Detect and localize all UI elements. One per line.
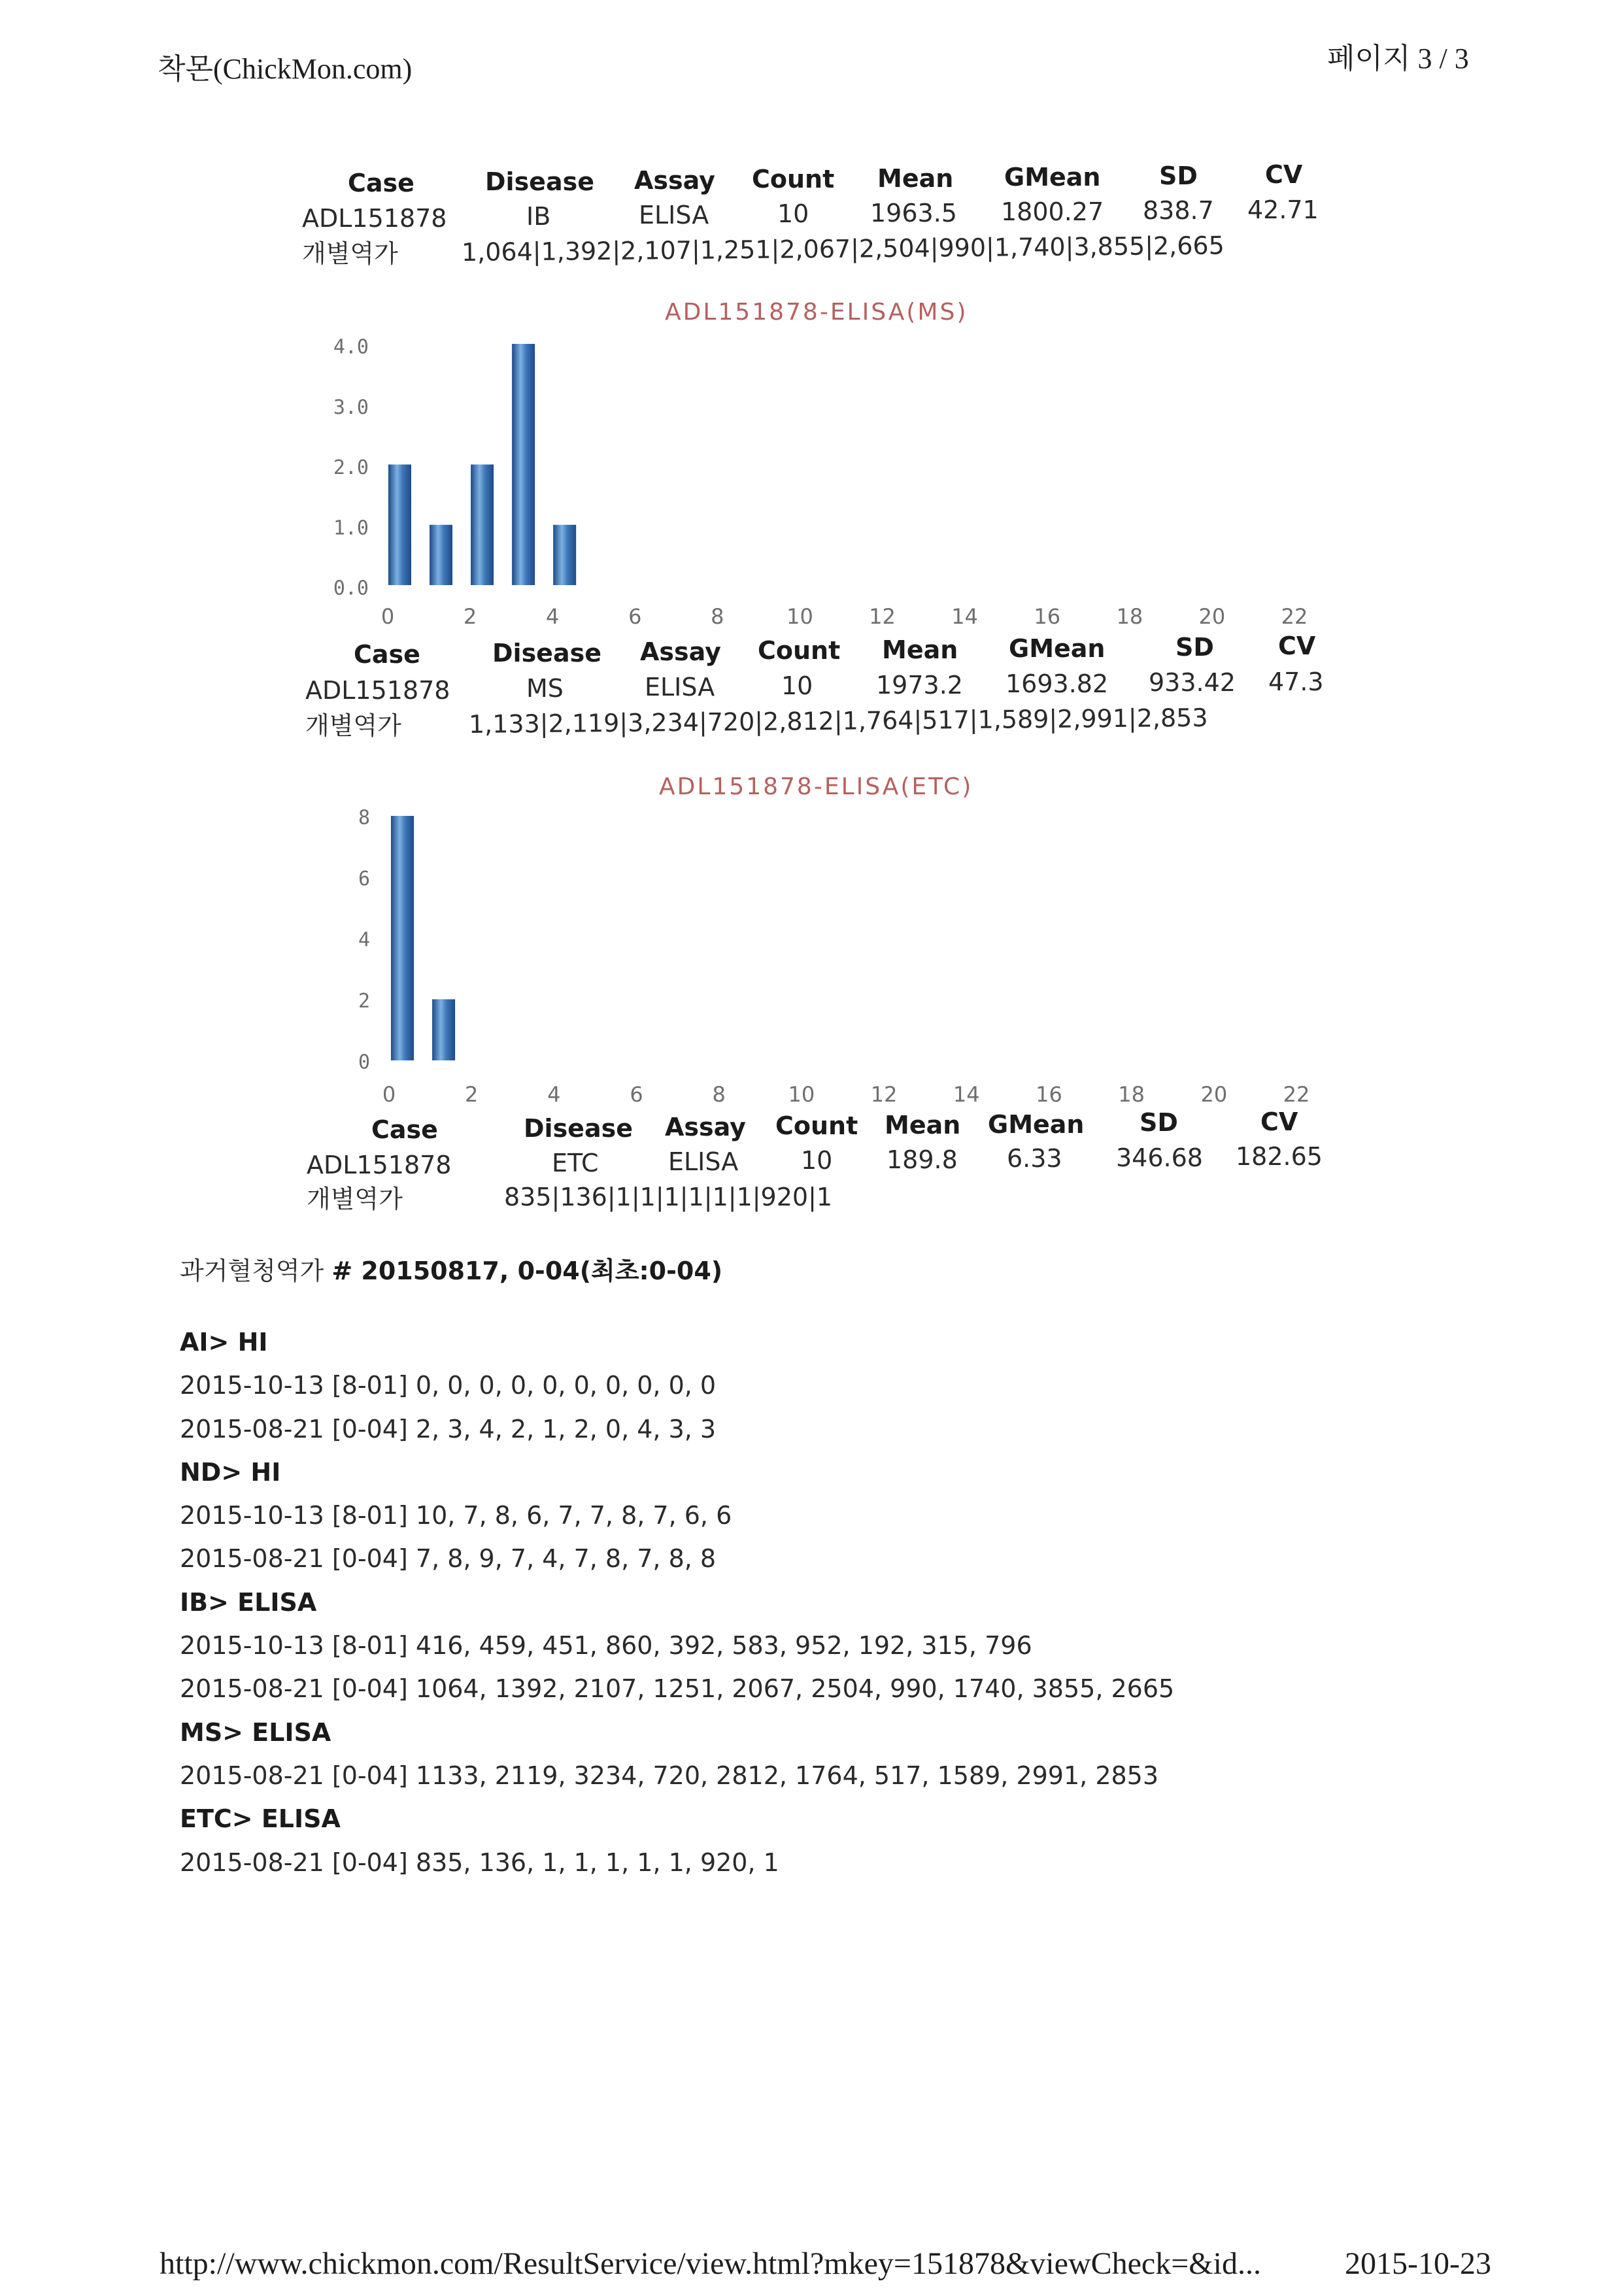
titers-label: 개별역가 [302, 239, 398, 268]
column-header-disease: Disease [492, 639, 601, 667]
footer-date: 2015-10-23 [1345, 2246, 1491, 2281]
y-tick-label: 4.0 [333, 335, 369, 359]
cv: 42.71 [1247, 195, 1319, 224]
x-tick-label: 22 [1283, 1082, 1310, 1107]
page-indicator: 페이지 3 / 3 [1327, 42, 1469, 75]
x-tick-label: 14 [951, 604, 978, 629]
column-header-sd: SD [1140, 1108, 1178, 1137]
y-tick-label: 8 [358, 806, 370, 830]
histogram-bar [430, 525, 452, 585]
gmean: 1800.27 [1001, 197, 1104, 226]
x-tick-label: 6 [630, 1082, 643, 1107]
x-tick-label: 10 [788, 1082, 815, 1107]
y-tick-label: 2.0 [333, 456, 369, 479]
x-tick-label: 16 [1034, 604, 1061, 629]
y-tick-label: 1.0 [333, 516, 369, 540]
column-header-case: Case [354, 640, 420, 669]
titers-values: 1,133|2,119|3,234|720|2,812|1,764|517|1,589|2,991|2,853 [468, 703, 1208, 739]
titers-values: 1,064|1,392|2,107|1,251|2,067|2,504|990|1,740|3,855|2,665 [461, 231, 1225, 267]
column-header-assay: Assay [634, 166, 715, 195]
history-entry: 2015-08-21 [0-04] 1133, 2119, 3234, 720, 2812, 1764, 517, 1589, 2991, 2853 [180, 1761, 1159, 1790]
gmean: 1693.82 [1005, 669, 1109, 698]
x-tick-label: 12 [870, 1082, 898, 1107]
disease: ETC [552, 1149, 599, 1177]
history-section-title: ND> HI [180, 1457, 281, 1487]
site-name: 착몬(ChickMon.com) [158, 53, 413, 85]
count: 10 [781, 671, 813, 700]
titers-values: 835|136|1|1|1|1|1|1|920|1 [504, 1183, 833, 1211]
count: 10 [801, 1146, 833, 1175]
chart-title: ADL151878-ELISA(ETC) [659, 773, 973, 800]
y-tick-label: 0 [358, 1051, 370, 1074]
x-tick-label: 10 [786, 604, 813, 629]
histogram-chart-etc [314, 798, 1334, 1111]
case-id: ADL151878 [305, 676, 450, 705]
history-entry: 2015-08-21 [0-04] 1064, 1392, 2107, 1251, 2067, 2504, 990, 1740, 3855, 2665 [180, 1674, 1175, 1704]
column-header-mean: Mean [877, 164, 954, 193]
column-header-disease: Disease [485, 167, 594, 196]
x-tick-label: 20 [1200, 1082, 1228, 1107]
x-tick-label: 8 [712, 1082, 726, 1107]
x-tick-label: 8 [711, 604, 724, 629]
cv: 182.65 [1236, 1142, 1323, 1171]
gmean: 6.33 [1007, 1144, 1062, 1173]
x-tick-label: 20 [1198, 604, 1226, 629]
sd: 838.7 [1143, 196, 1214, 225]
history-list [180, 1321, 1174, 1884]
column-header-cv: CV [1260, 1107, 1298, 1136]
x-tick-label: 2 [463, 604, 477, 629]
y-tick-label: 6 [358, 868, 370, 890]
disease: MS [526, 674, 564, 703]
history-entry: 2015-08-21 [0-04] 7, 8, 9, 7, 4, 7, 8, 7, 8, 8 [180, 1544, 717, 1574]
assay: ELISA [639, 201, 709, 229]
case-id: ADL151878 [307, 1151, 452, 1179]
histogram-bar [471, 465, 494, 586]
x-tick-label: 0 [380, 604, 395, 629]
cv: 47.3 [1268, 667, 1324, 696]
y-tick-label: 0.0 [333, 577, 369, 600]
history-section-title: IB> ELISA [180, 1587, 317, 1617]
titers-label: 개별역가 [307, 1185, 403, 1213]
column-header-assay: Assay [640, 637, 721, 666]
column-header-disease: Disease [524, 1114, 633, 1143]
history-section-title: ETC> ELISA [180, 1804, 341, 1834]
sd: 346.68 [1116, 1143, 1203, 1172]
x-tick-label: 16 [1036, 1082, 1062, 1107]
history-entry: 2015-10-13 [8-01] 0, 0, 0, 0, 0, 0, 0, 0, 0, 0 [180, 1371, 717, 1400]
y-tick-label: 4 [358, 928, 370, 952]
histogram-bar [391, 816, 414, 1060]
history-entry: 2015-10-13 [8-01] 416, 459, 451, 860, 392, 583, 952, 192, 315, 796 [180, 1631, 1032, 1661]
column-header-count: Count [758, 636, 841, 665]
column-header-cv: CV [1265, 160, 1303, 189]
history-section-title: AI> HI [180, 1328, 268, 1357]
x-tick-label: 4 [546, 604, 560, 629]
x-tick-label: 14 [953, 1082, 980, 1107]
history-entry: 2015-10-13 [8-01] 10, 7, 8, 6, 7, 7, 8, 7, 6, 6 [180, 1501, 732, 1530]
histogram-bar [432, 1000, 455, 1061]
case-id: ADL151878 [302, 204, 447, 233]
count: 10 [777, 199, 809, 228]
x-tick-label: 18 [1116, 604, 1143, 629]
x-tick-label: 0 [382, 1082, 396, 1107]
mean: 1973.2 [876, 671, 963, 700]
column-header-case: Case [348, 169, 414, 197]
assay: ELISA [668, 1147, 739, 1176]
histogram-bar [512, 344, 535, 585]
history-entry: 2015-08-21 [0-04] 835, 136, 1, 1, 1, 1, 1, 920, 1 [180, 1848, 779, 1877]
column-header-gmean: GMean [1004, 163, 1101, 192]
mean: 1963.5 [870, 199, 957, 228]
column-header-gmean: GMean [988, 1110, 1085, 1139]
y-tick-label: 2 [358, 990, 370, 1013]
history-section-title: MS> ELISA [180, 1717, 331, 1747]
sd: 933.42 [1149, 668, 1236, 697]
column-header-mean: Mean [882, 635, 958, 664]
histogram-chart-ms [314, 327, 1334, 641]
x-tick-label: 18 [1118, 1082, 1145, 1107]
column-header-case: Case [371, 1115, 438, 1144]
history-entry: 2015-08-21 [0-04] 2, 3, 4, 2, 1, 2, 0, 4, 3, 3 [180, 1414, 717, 1443]
history-heading-reference: # 20150817, 0-04(최초:0-04) [331, 1257, 723, 1285]
history-heading-label: 과거혈청역가 [180, 1257, 324, 1285]
column-header-gmean: GMean [1009, 634, 1106, 663]
column-header-count: Count [752, 165, 835, 194]
titers-label: 개별역가 [305, 711, 401, 740]
chart-title: ADL151878-ELISA(MS) [665, 299, 968, 326]
history-heading [180, 1256, 722, 1286]
column-header-assay: Assay [665, 1113, 746, 1141]
mean: 189.8 [887, 1145, 958, 1174]
x-tick-label: 22 [1281, 604, 1308, 629]
x-tick-label: 2 [465, 1082, 479, 1107]
column-header-cv: CV [1278, 632, 1316, 660]
assay: ELISA [645, 673, 715, 701]
histogram-bar [553, 525, 576, 585]
x-tick-label: 4 [547, 1082, 561, 1107]
footer-url: http://www.chickmon.com/ResultService/view.html?mkey=151878&viewCheck=&id... [160, 2246, 1261, 2281]
x-tick-label: 6 [628, 604, 642, 629]
column-header-count: Count [775, 1111, 858, 1140]
y-tick-label: 3.0 [333, 396, 369, 419]
x-tick-label: 12 [869, 604, 896, 629]
column-header-sd: SD [1175, 633, 1214, 662]
histogram-bar [388, 465, 411, 586]
column-header-sd: SD [1159, 161, 1198, 190]
disease: IB [526, 202, 551, 231]
column-header-mean: Mean [885, 1111, 961, 1140]
